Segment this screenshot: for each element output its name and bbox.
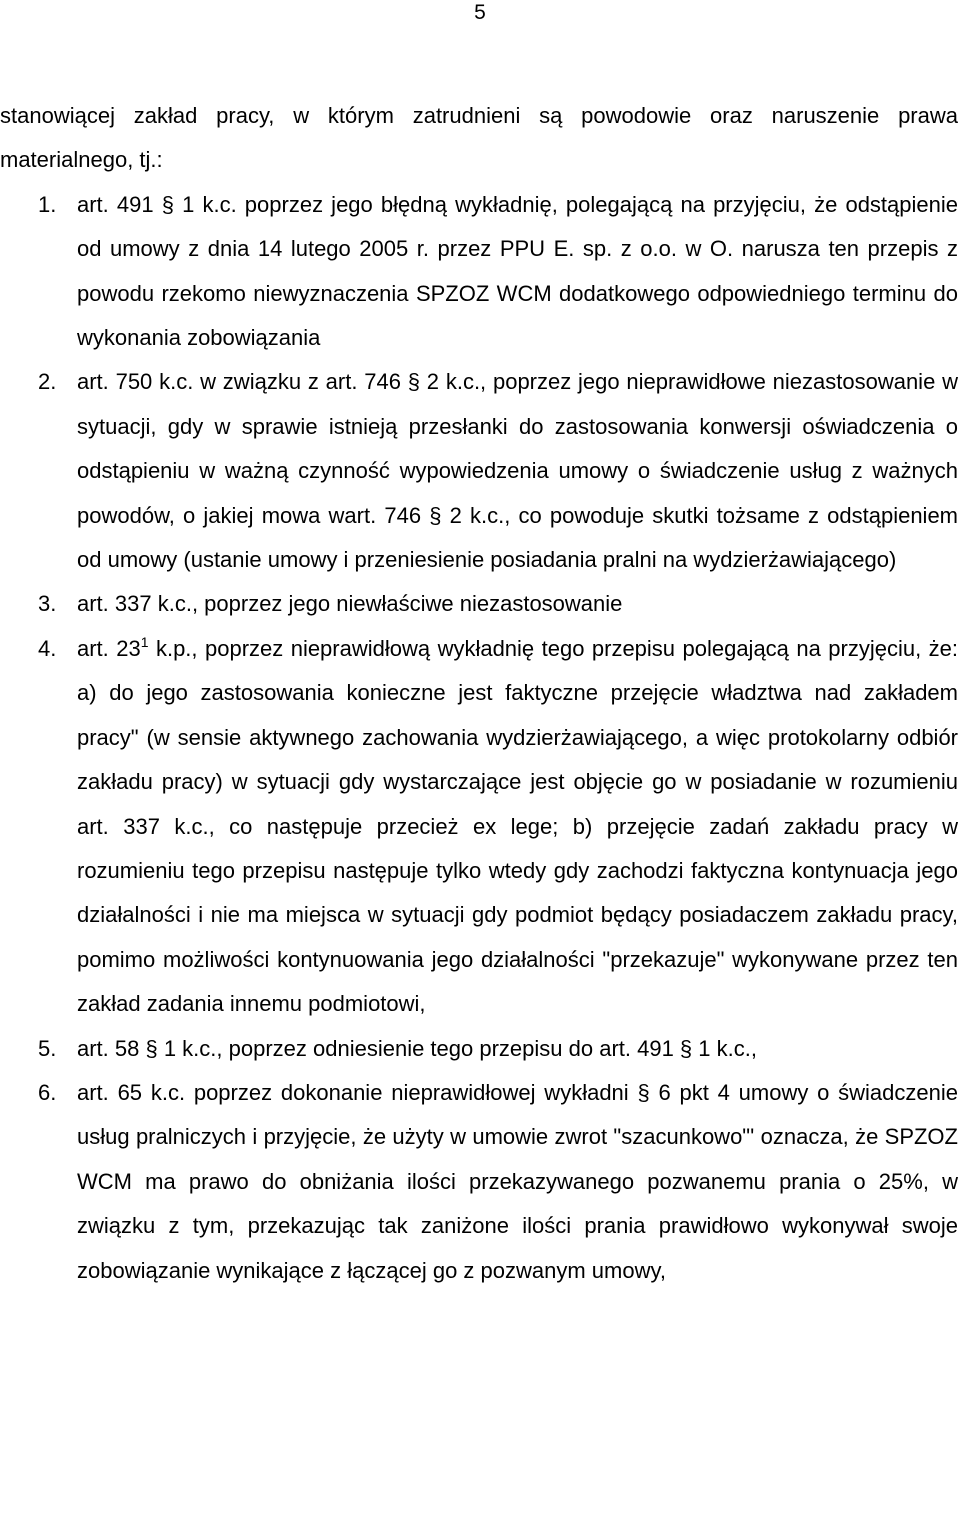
list-item-number: 2.	[38, 369, 57, 395]
list-item-number: 1.	[38, 191, 57, 217]
list-item	[0, 360, 958, 582]
list-item	[0, 582, 958, 626]
page-number: 5	[474, 1, 486, 24]
list-item-number: 6.	[38, 1079, 57, 1105]
numbered-list	[0, 183, 958, 1293]
superscript: 1	[140, 633, 149, 650]
document-body	[0, 94, 958, 1293]
intro-paragraph: stanowiącej zakład pracy, w którym zatrudnieni są powodowie oraz naruszenie prawa materialnego, tj.:	[0, 103, 958, 173]
list-item-text: art. 750 k.c. w związku z art. 746 § 2 k.c., poprzez jego nieprawidłowe niezastosowanie w sytuacji, gdy w sprawie istnieją przesłanki do zastosowania konwersji oświadczenia o odstąpieniu w ważną czynność wypowiedzenia umowy o świadczenie usług z ważnych powodów, o jakiej mowa wart. 746 § 2 k.c., co powoduje skutki tożsame z odstąpieniem od umowy (ustanie umowy i przeniesienie posiadania pralni na wydzierżawiającego)	[77, 369, 958, 573]
list-item-text: art. 23	[77, 635, 141, 661]
list-item	[0, 183, 958, 361]
list-item-text: art. 58 § 1 k.c., poprzez odniesienie tego przepisu do art. 491 § 1 k.c.,	[77, 1035, 757, 1061]
list-item	[0, 627, 958, 1027]
list-item-text: art. 491 § 1 k.c. poprzez jego błędną wykładnię, polegającą na przyjęciu, że odstąpienie od umowy z dnia 14 lutego 2005 r. przez PPU E. sp. z o.o. w O. narusza ten przepis z powodu rzekomo niewyznaczenia SPZOZ WCM dodatkowego odpowiedniego terminu do wykonania zobowiązania	[77, 191, 958, 351]
list-item-number: 3.	[38, 591, 57, 617]
list-item-text: art. 65 k.c. poprzez dokonanie nieprawidłowej wykładni § 6 pkt 4 umowy o świadczenie usług pralniczych i przyjęcie, że użyty w umowie zwrot "szacunkowo"' oznacza, że SPZOZ WCM ma prawo do obniżania ilości przekazywanego pozwanemu prania o 25%, w związku z tym, przekazując tak zaniżone ilości prania prawidłowo wykonywał swoje zobowiązanie wynikające z łączącej go z pozwanym umowy,	[77, 1079, 958, 1283]
list-item	[0, 1027, 958, 1071]
list-item-text-continued: k.p., poprzez nieprawidłową wykładnię tego przepisu polegającą na przyjęciu, że: a) do jego zastosowania konieczne jest faktyczne przejęcie władztwa nad zakładem pracy" (w sensie aktywnego zachowania wydzierżawiającego, a więc protokolarny odbiór zakładu pracy) w sytuacji gdy wystarczające jest objęcie go w posiadanie w rozumieniu art. 337 k.c., co następuje przecież ex lege; b) przejęcie zadań zakładu pracy w rozumieniu tego przepisu następuje tylko wtedy gdy zachodzi faktyczna kontynuacja jego działalności i nie ma miejsca w sytuacji gdy podmiot będący posiadaczem zakładu pracy, pomimo możliwości kontynuowania jego działalności "przekazuje" wykonywane przez ten zakład zadania innemu podmiotowi,	[77, 635, 958, 1017]
list-item-text: art. 337 k.c., poprzez jego niewłaściwe niezastosowanie	[77, 591, 623, 617]
list-item-number: 4.	[38, 635, 57, 661]
list-item	[0, 1071, 958, 1293]
list-item-number: 5.	[38, 1035, 57, 1061]
